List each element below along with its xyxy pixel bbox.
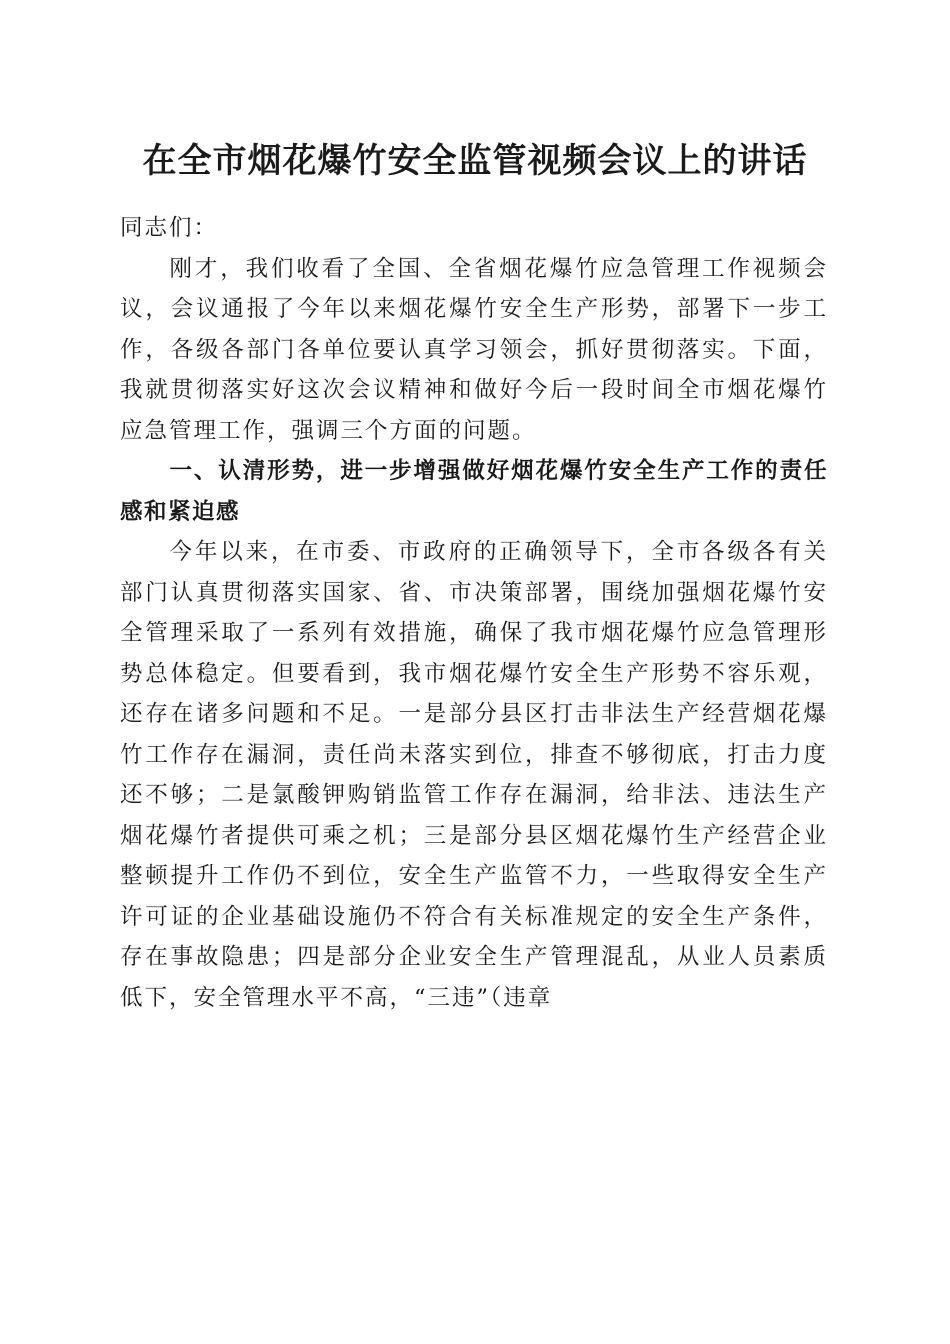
section-one-heading: 一、认清形势，进一步增强做好烟花爆竹安全生产工作的责任感和紧迫感	[120, 458, 828, 525]
document-body	[120, 208, 828, 1018]
salutation: 同志们：	[120, 215, 219, 241]
document-title: 在全市烟花爆竹安全监管视频会议上的讲话	[142, 141, 808, 181]
intro-paragraph: 刚才，我们收看了全国、全省烟花爆竹应急管理工作视频会议，会议通报了今年以来烟花爆竹安全生产形势，部署下一步工作，各级各部门各单位要认真学习领会，抓好贯彻落实。下面，我就贯彻落实好这次会议精神和做好今后一段时间全市烟花爆竹应急管理工作，强调三个方面的问题。	[120, 255, 828, 444]
section-one-paragraph: 今年以来，在市委、市政府的正确领导下，全市各级各有关部门认真贯彻落实国家、省、市决策部署，围绕加强烟花爆竹安全管理采取了一系列有效措施，确保了我市烟花爆竹应急管理形势总体稳定。但要看到，我市烟花爆竹安全生产形势不容乐观，还存在诸多问题和不足。一是部分县区打击非法生产经营烟花爆竹工作存在漏洞，责任尚未落实到位，排查不够彻底，打击力度还不够；二是氯酸钾购销监管工作存在漏洞，给非法、违法生产烟花爆竹者提供可乘之机；三是部分县区烟花爆竹生产经营企业整顿提升工作仍不到位，安全生产监管不力，一些取得安全生产许可证的企业基础设施仍不符合有关标准规定的安全生产条件，存在事故隐患；四是部分企业安全生产管理混乱，从业人员素质低下，安全管理水平不高，“三违”（违章	[120, 539, 828, 1011]
